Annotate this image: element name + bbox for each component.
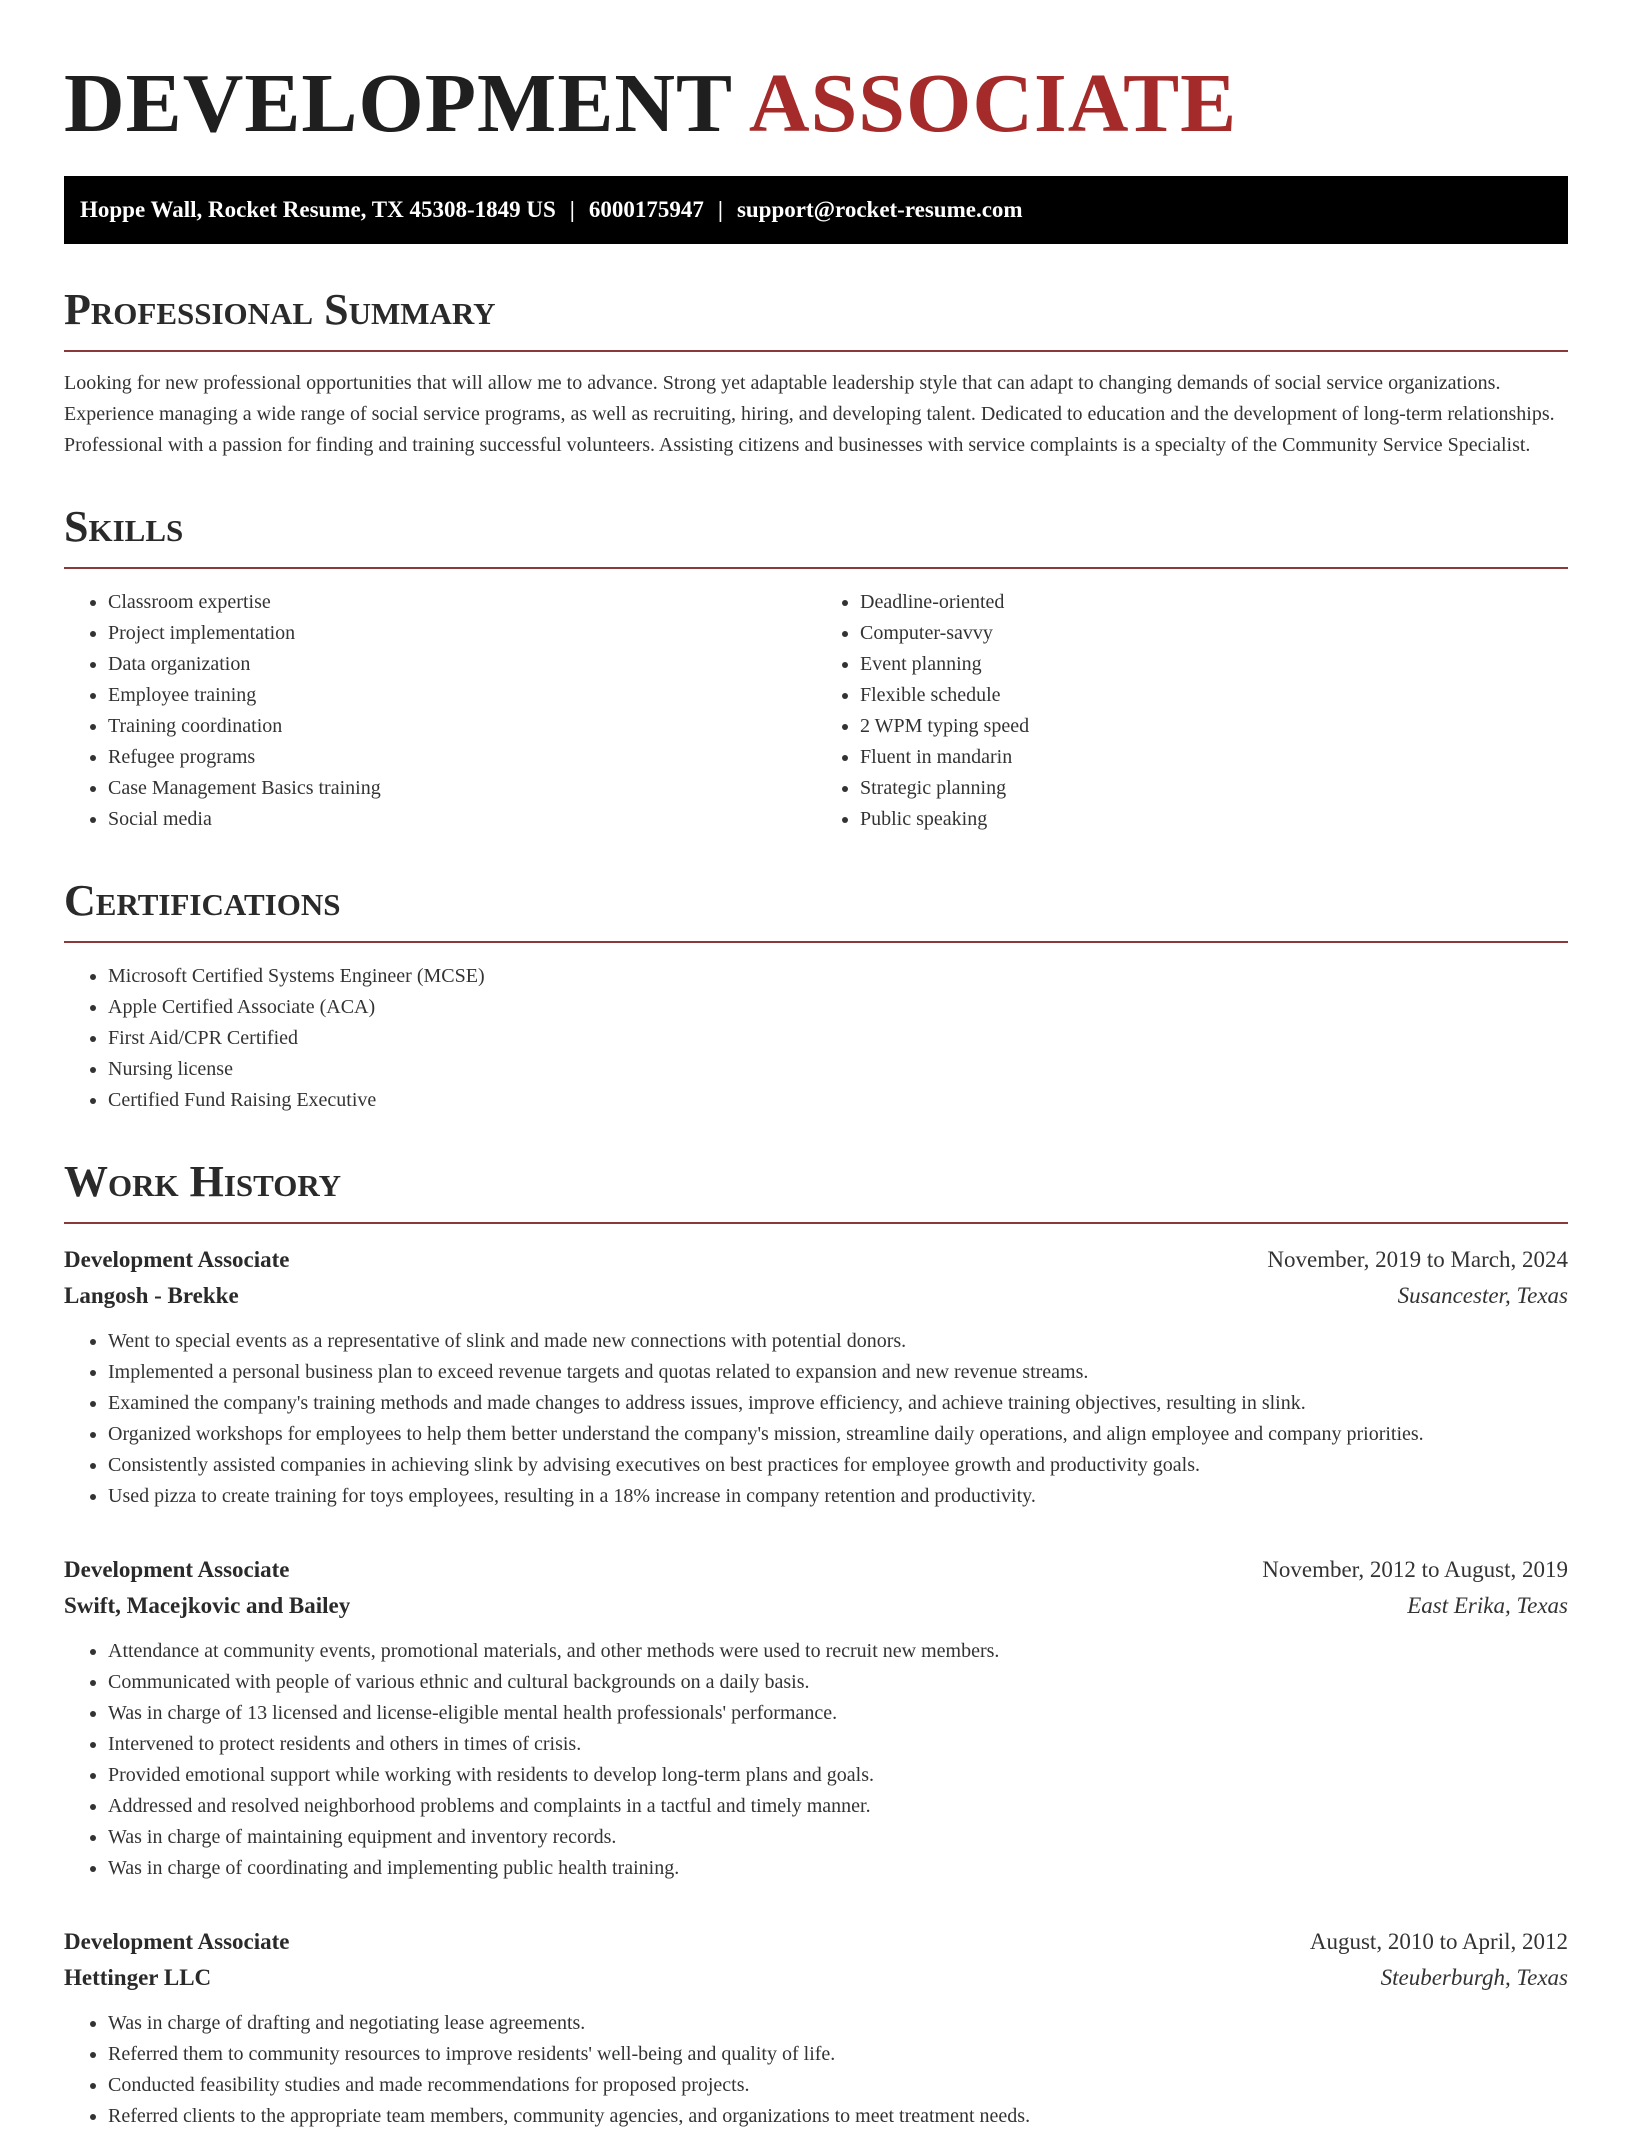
certification-item: • Nursing license <box>108 1054 1568 1085</box>
job-duty: • Provided emotional support while working with residents to develop long-term plans and goals. <box>108 1760 1568 1791</box>
work-history-heading: Work History <box>64 1157 342 1206</box>
job-duty: • Conducted feasibility studies and made recommendations for proposed projects. <box>108 2070 1568 2101</box>
skill-item: • Classroom expertise <box>108 587 816 618</box>
job-duty: • Used pizza to create training for toys employees, resulting in a 18% increase in company retention and productivity. <box>108 1481 1568 1512</box>
contact-bar <box>64 176 1568 244</box>
skill-item: • Employee training <box>108 680 816 711</box>
summary-text: Looking for new professional opportunities that will allow me to advance. Strong yet adaptable leadership style that can adapt to changing demands of social service organizations. Experience managing a wide range of social service programs, as well as recruiting, hiring, and developing talent. Dedicated to education and the development of long-term relationships. Professional with a passion for finding and training successful volunteers. Assisting citizens and businesses with service complaints is a specialty of the Community Service Specialist. <box>64 372 1555 456</box>
job-duty: • Intervened to protect residents and others in times of crisis. <box>108 1729 1568 1760</box>
job-entry <box>64 1924 1568 2132</box>
job-location: Steuberburgh, Texas <box>1380 1965 1568 1990</box>
resume-title <box>64 56 1568 152</box>
contact-phone: 6000175947 <box>588 197 704 222</box>
job-duty: • Went to special events as a representative of slink and made new connections with potential donors. <box>108 1326 1568 1357</box>
skills-section <box>64 501 1568 835</box>
certifications-list <box>64 961 1568 1116</box>
certification-item: • First Aid/CPR Certified <box>108 1023 1568 1054</box>
summary-heading: Professional Summary <box>64 285 496 334</box>
job-duties-list <box>64 2008 1568 2132</box>
job-duties-list <box>64 1326 1568 1512</box>
skills-heading: Skills <box>64 502 184 551</box>
skills-list-right <box>816 587 1568 835</box>
certification-item: • Apple Certified Associate (ACA) <box>108 992 1568 1023</box>
skill-item: • Project implementation <box>108 618 816 649</box>
section-divider <box>64 1222 1568 1224</box>
skill-item: • Computer-savvy <box>860 618 1568 649</box>
job-duty: • Addressed and resolved neighborhood problems and complaints in a tactful and timely manner. <box>108 1791 1568 1822</box>
job-company-row <box>64 1960 1568 1996</box>
job-duty: • Examined the company's training methods and made changes to address issues, improve efficiency, and achieve training objectives, resulting in slink. <box>108 1388 1568 1419</box>
skill-item: • Flexible schedule <box>860 680 1568 711</box>
job-entry <box>64 1242 1568 1512</box>
skills-list-left <box>64 587 816 835</box>
job-dates: November, 2019 to March, 2024 <box>1267 1247 1568 1272</box>
job-company: Swift, Macejkovic and Bailey <box>64 1593 351 1618</box>
job-dates: August, 2010 to April, 2012 <box>1309 1929 1568 1954</box>
job-duty: • Communicated with people of various ethnic and cultural backgrounds on a daily basis. <box>108 1667 1568 1698</box>
contact-separator: | <box>717 197 723 222</box>
job-duty: • Was in charge of maintaining equipment and inventory records. <box>108 1822 1568 1853</box>
job-company: Hettinger LLC <box>64 1965 212 1990</box>
job-location: Susancester, Texas <box>1397 1283 1568 1308</box>
job-company: Langosh - Brekke <box>64 1283 239 1308</box>
job-title: Development Associate <box>64 1557 290 1582</box>
contact-separator: | <box>569 197 575 222</box>
job-duty: • Was in charge of 13 licensed and license-eligible mental health professionals' performance. <box>108 1698 1568 1729</box>
job-location: East Erika, Texas <box>1407 1593 1568 1618</box>
job-duty: • Was in charge of coordinating and implementing public health training. <box>108 1853 1568 1884</box>
job-duty: • Implemented a personal business plan to exceed revenue targets and quotas related to expansion and new revenue streams. <box>108 1357 1568 1388</box>
contact-address: Hoppe Wall, Rocket Resume, TX 45308-1849 US <box>80 197 556 222</box>
title-main: DEVELOPMENT <box>64 57 732 150</box>
job-duty: • Was in charge of drafting and negotiating lease agreements. <box>108 2008 1568 2039</box>
title-accent: ASSOCIATE <box>748 57 1238 150</box>
job-header-row <box>64 1552 1568 1588</box>
job-header-row <box>64 1924 1568 1960</box>
certifications-section <box>64 875 1568 1116</box>
skill-item: • Event planning <box>860 649 1568 680</box>
certification-item: • Certified Fund Raising Executive <box>108 1085 1568 1116</box>
certifications-heading: Certifications <box>64 876 341 925</box>
job-duty: • Referred clients to the appropriate team members, community agencies, and organizations to meet treatment needs. <box>108 2101 1568 2132</box>
skill-item: • 2 WPM typing speed <box>860 711 1568 742</box>
job-entry <box>64 1552 1568 1884</box>
job-duty: • Referred them to community resources to improve residents' well-being and quality of life. <box>108 2039 1568 2070</box>
skill-item: • Deadline-oriented <box>860 587 1568 618</box>
job-title: Development Associate <box>64 1247 290 1272</box>
skills-columns <box>64 569 1568 835</box>
section-divider <box>64 941 1568 943</box>
skill-item: • Social media <box>108 804 816 835</box>
certification-item: • Microsoft Certified Systems Engineer (MCSE) <box>108 961 1568 992</box>
job-company-row <box>64 1588 1568 1624</box>
skill-item: • Public speaking <box>860 804 1568 835</box>
skill-item: • Case Management Basics training <box>108 773 816 804</box>
contact-email: support@rocket-resume.com <box>736 197 1023 222</box>
job-duty: • Consistently assisted companies in achieving slink by advising executives on best practices for employee growth and productivity goals. <box>108 1450 1568 1481</box>
job-title: Development Associate <box>64 1929 290 1954</box>
work-history-section <box>64 1156 1568 2132</box>
skill-item: • Refugee programs <box>108 742 816 773</box>
job-company-row <box>64 1278 1568 1314</box>
job-duty: • Organized workshops for employees to help them better understand the company's mission, streamline daily operations, and align employee and company priorities. <box>108 1419 1568 1450</box>
skill-item: • Training coordination <box>108 711 816 742</box>
section-divider <box>64 350 1568 352</box>
job-dates: November, 2012 to August, 2019 <box>1262 1557 1568 1582</box>
job-header-row <box>64 1242 1568 1278</box>
summary-section <box>64 284 1568 461</box>
skill-item: • Data organization <box>108 649 816 680</box>
skill-item: • Strategic planning <box>860 773 1568 804</box>
job-duty: • Attendance at community events, promotional materials, and other methods were used to recruit new members. <box>108 1636 1568 1667</box>
job-duties-list <box>64 1636 1568 1884</box>
skill-item: • Fluent in mandarin <box>860 742 1568 773</box>
